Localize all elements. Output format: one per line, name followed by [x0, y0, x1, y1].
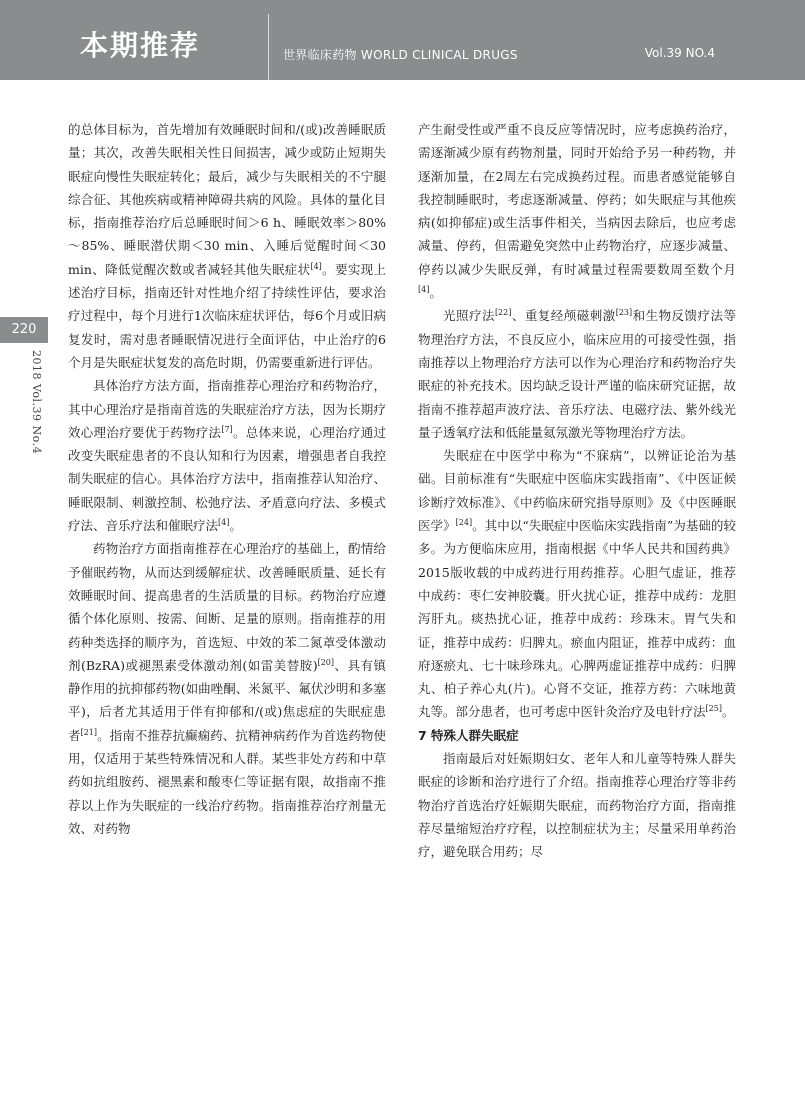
citation[interactable]: [4] — [310, 261, 322, 271]
paragraph: 产生耐受性或严重不良反应等情况时，应考虑换药治疗，需逐渐减少原有药物剂量，同时开始给予另一种药物，并逐渐加量，在2周左右完成换药过程。而患者感觉能够自我控制睡眠时，考虑逐渐减量、停药；如失眠症与其他疾病(如抑郁症)或生活事件相关，当病因去除后，也应考虑减量、停药，但需避免突然中止药物治疗，应逐步减量、停药以减少失眠反弹，有时减量过程需要数周至数个月[4]。 — [418, 122, 736, 301]
paragraph: 的总体目标为，首先增加有效睡眠时间和/(或)改善睡眠质量；其次，改善失眠相关性日间损害，减少或防止短期失眠症向慢性失眠症转化；最后，减少与失眠相关的不宁腿综合征、其他疾病或精神障碍共病的风险。具体的量化目标，指南推荐治疗后总睡眠时间＞6 h、睡眠效率＞80%～85%、睡眠潜伏期＜30 min、入睡后觉醒时间＜30 min、降低觉醒次数或者减轻其他失眠症状[4]。要实现上述治疗目标，指南还针对性地介绍了持续性评估，要求治疗过程中，每个月进行1次临床症状评估，每6个月或旧病复发时，需对患者睡眠情况进行全面评估，中止治疗的6个月是失眠症状复发的高危时期，仍需要重新进行评估。 — [68, 122, 386, 370]
section-heading: 7 特殊人群失眠症 — [418, 727, 519, 743]
paragraph: 光照疗法[22]、重复经颅磁刺激[23]和生物反馈疗法等物理治疗方法，不良反应小，临床应用的可接受性强，指南推荐以上物理治疗方法可以作为心理治疗和药物治疗失眠症的补充技术。因均缺乏设计严谨的临床研究证据，故指南不推荐超声波疗法、音乐疗法、电磁疗法、紫外线光量子透氧疗法和低能量氦氖激光等物理治疗方法。 — [418, 308, 736, 440]
section-title: 本期推荐 — [80, 29, 201, 62]
citation[interactable]: [4] — [218, 517, 230, 527]
right-column — [418, 118, 736, 864]
paragraph: 失眠症在中医学中称为“不寐病”，以辨证论治为基础。目前标准有“失眠症中医临床实践指南”、《中医证候诊断疗效标准》、《中药临床研究指导原则》及《中医睡眠医学》[24]。其中以“失眠症中医临床实践指南”为基础的较多。为方便临床应用，指南根据《中华人民共和国药典》2015版收载的中成药进行用药推荐。心胆气虚证，推荐中成药：枣仁安神胶囊。肝火扰心证，推荐中成药：龙胆泻肝丸。痰热扰心证，推荐中成药：珍珠末。胃气失和证，推荐中成药：归脾丸。瘀血内阻证，推荐中成药：血府逐瘀丸、七十味珍珠丸。心脾两虚证推荐中成药：归脾丸、柏子养心丸(片)。心肾不交证，推荐方药：六味地黄丸等。部分患者，也可考虑中医针灸治疗及电针疗法[25]。 — [418, 448, 736, 720]
citation[interactable]: [21] — [80, 727, 97, 737]
citation[interactable]: [20] — [317, 657, 335, 667]
paragraph: 具体治疗方法方面，指南推荐心理治疗和药物治疗，其中心理治疗是指南首选的失眠症治疗方法，因为长期疗效心理治疗要优于药物疗法[7]。总体来说，心理治疗通过改变失眠症患者的不良认知和行为因素，增强患者自我控制失眠症的信心。具体治疗方法中，指南推荐认知治疗、睡眠限制、刺激控制、松弛疗法、矛盾意向疗法、多模式疗法、音乐疗法和催眠疗法[4]。 — [68, 378, 386, 534]
paragraph: 药物治疗方面指南推荐在心理治疗的基础上，酌情给予催眠药物，从而达到缓解症状、改善睡眠质量、延长有效睡眠时间、提高患者的生活质量的目标。药物治疗应遵循个体化原则、按需、间断、足量的原则。指南推荐的用药种类选择的顺序为，首选短、中效的苯二氮䓬受体激动剂(BzRA)或褪黑素受体激动剂(如雷美替胺)[20]、具有镇静作用的抗抑郁药物(如曲唑酮、米氮平、氟伏沙明和多塞平)，后者尤其适用于伴有抑郁和/(或)焦虑症的失眠症患者[21]。指南不推荐抗癫痫药、抗精神病药作为首选药物使用，仅适用于某些特殊情况和人群。某些非处方药和中草药如抗组胺药、褪黑素和酸枣仁等证据有限，故指南不推荐以上作为失眠症的一线治疗药物。指南推荐治疗剂量无效、对药物 — [68, 541, 386, 836]
citation[interactable]: [22] — [494, 308, 512, 318]
citation[interactable]: [25] — [705, 704, 722, 714]
header-bar — [0, 0, 805, 80]
citation[interactable]: [7] — [221, 424, 233, 434]
journal-name: 世界临床药物 WORLD CLINICAL DRUGS — [283, 48, 518, 62]
page-number: 220 — [0, 317, 48, 343]
citation[interactable]: [4] — [418, 284, 430, 294]
paragraph: 指南最后对妊娠期妇女、老年人和儿童等特殊人群失眠症的诊断和治疗进行了介绍。指南推荐心理治疗等非药物治疗首选治疗妊娠期失眠症，而药物治疗方面，指南推荐尽量缩短治疗疗程，以控制症状为主；尽量采用单药治疗，避免联合用药；尽 — [418, 751, 736, 860]
issue-volume: Vol.39 NO.4 — [644, 46, 715, 60]
left-column — [68, 118, 386, 840]
citation[interactable]: [24] — [455, 517, 473, 527]
side-volume-label: 2018 Vol.39 No.4 — [30, 350, 43, 455]
citation[interactable]: [23] — [615, 308, 633, 318]
header-divider — [268, 14, 269, 80]
